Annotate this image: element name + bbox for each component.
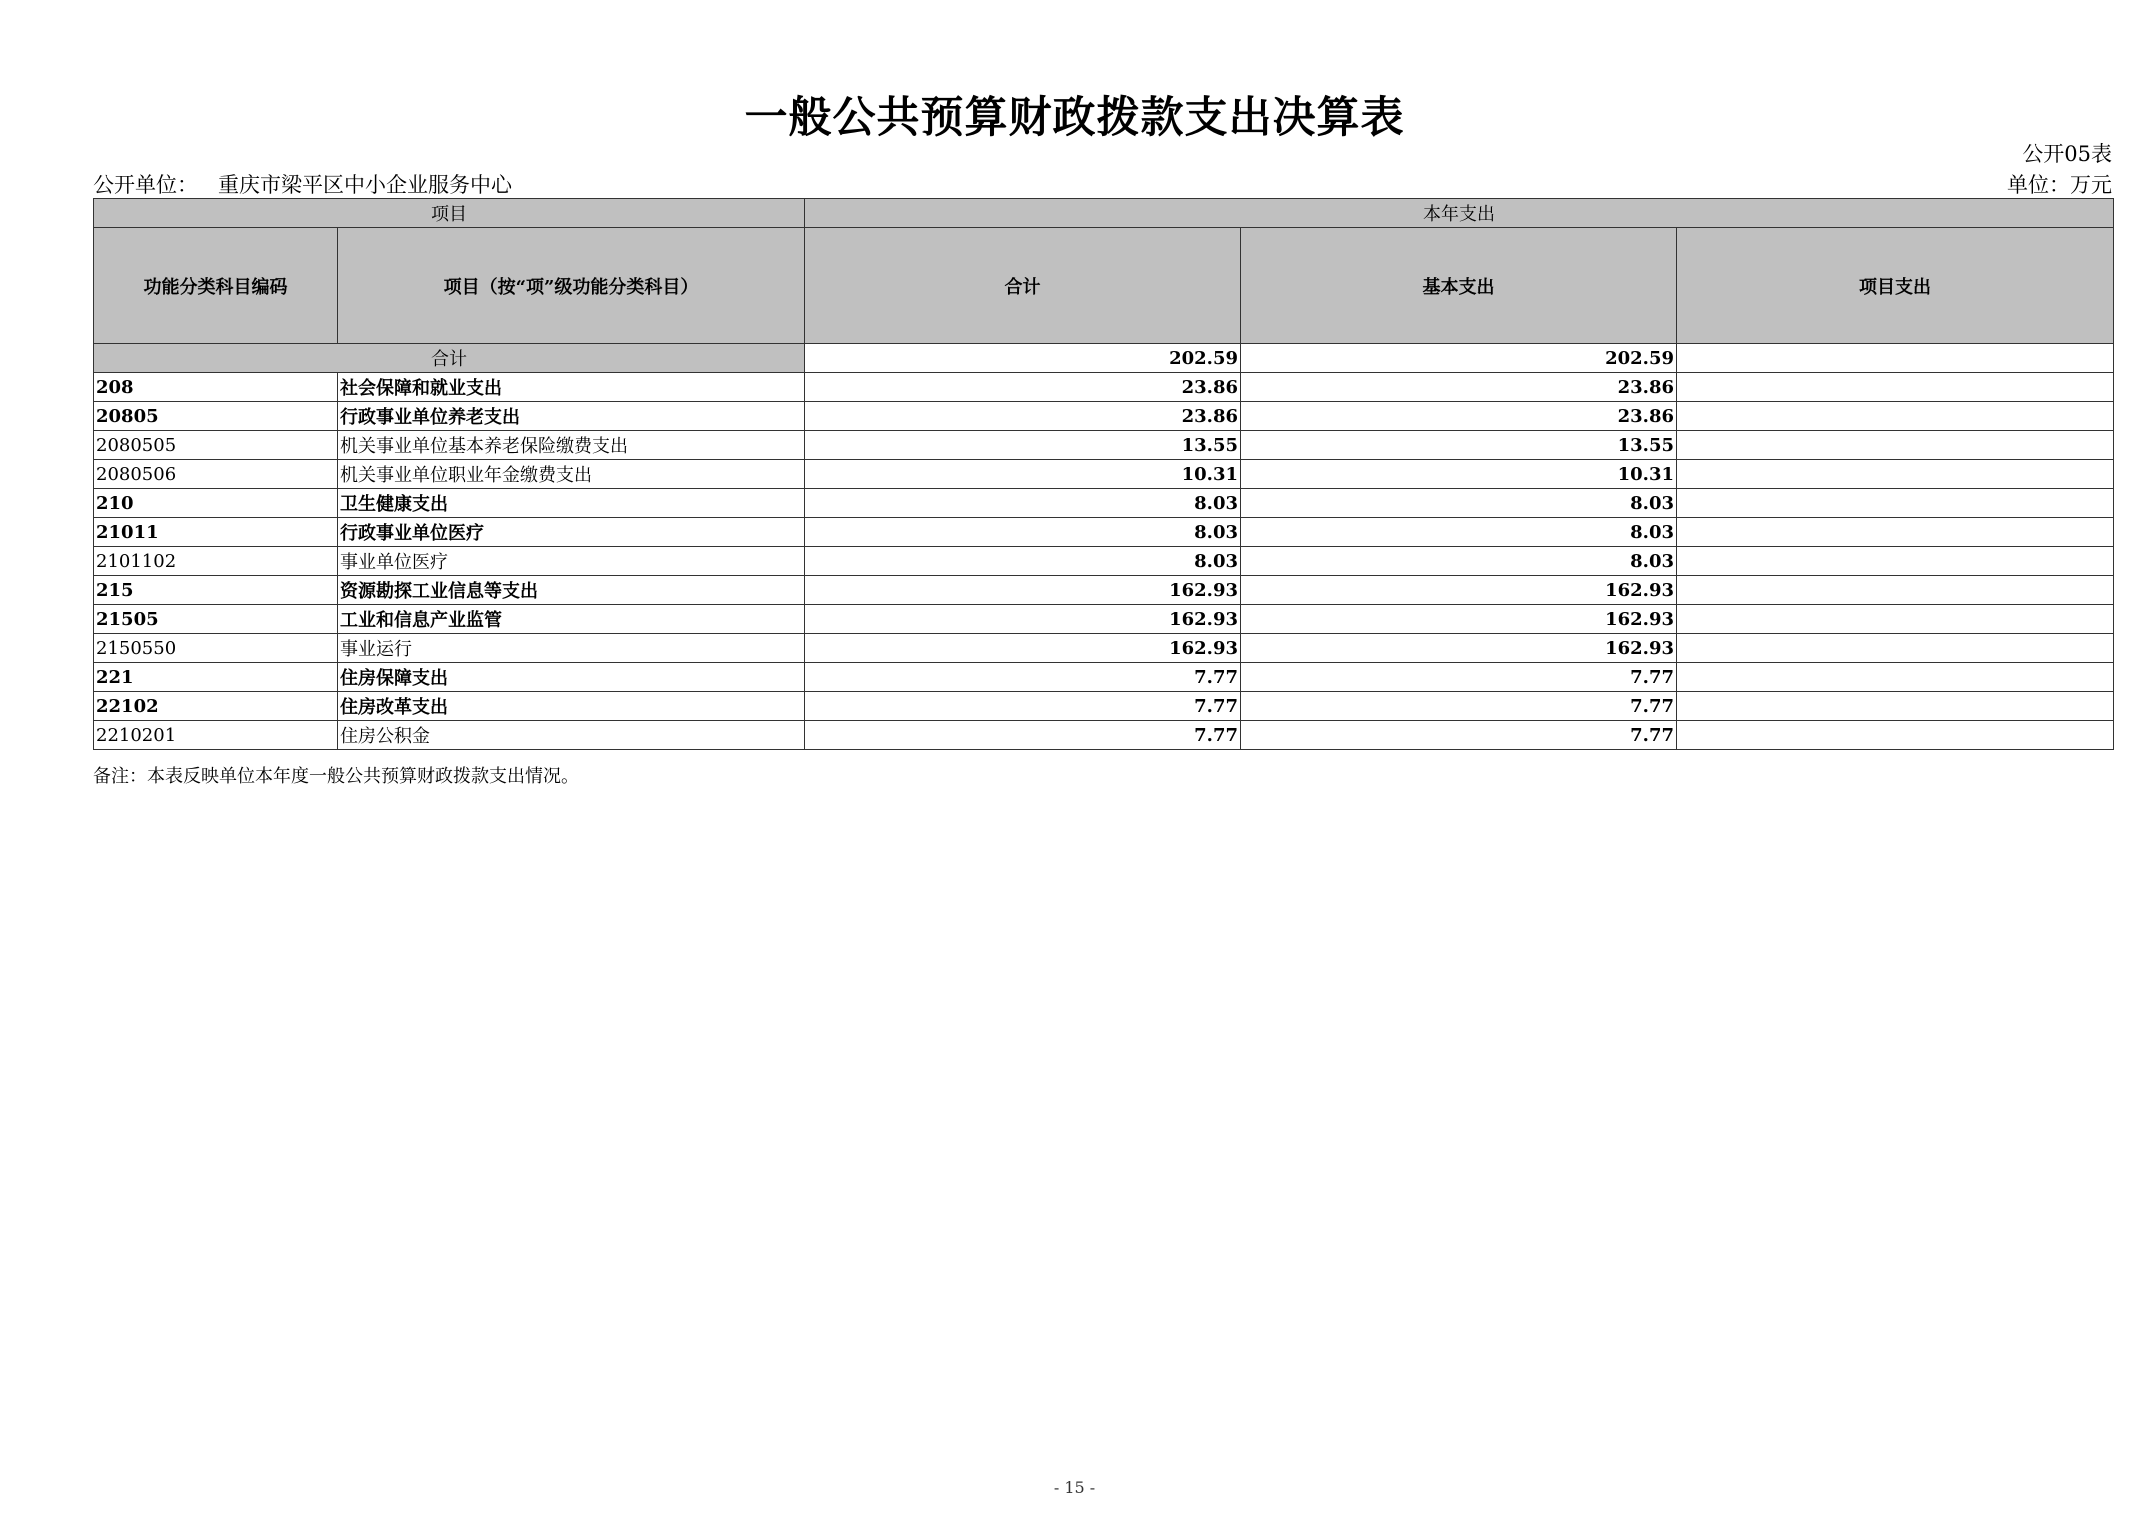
row-name: 行政事业单位养老支出: [338, 402, 805, 431]
row-code: 210: [94, 489, 338, 518]
row-project: [1677, 692, 2114, 721]
table-row: [94, 547, 2114, 576]
row-name: 行政事业单位医疗: [338, 518, 805, 547]
row-name: 事业单位医疗: [338, 547, 805, 576]
row-project: [1677, 605, 2114, 634]
row-total: 7.77: [805, 721, 1241, 750]
total-row: [94, 344, 2114, 373]
row-total: 23.86: [805, 373, 1241, 402]
row-code: 21505: [94, 605, 338, 634]
row-basic: 162.93: [1241, 634, 1677, 663]
row-name: 住房保障支出: [338, 663, 805, 692]
row-total: 8.03: [805, 518, 1241, 547]
row-basic: 10.31: [1241, 460, 1677, 489]
total-project: [1677, 344, 2114, 373]
row-basic: 8.03: [1241, 489, 1677, 518]
row-name: 工业和信息产业监管: [338, 605, 805, 634]
row-project: [1677, 547, 2114, 576]
table-row: [94, 605, 2114, 634]
row-total: 10.31: [805, 460, 1241, 489]
row-basic: 23.86: [1241, 373, 1677, 402]
row-project: [1677, 460, 2114, 489]
row-name: 事业运行: [338, 634, 805, 663]
col-header-basic: 基本支出: [1241, 228, 1677, 344]
row-basic: 13.55: [1241, 431, 1677, 460]
row-total: 7.77: [805, 663, 1241, 692]
document-title: 一般公共预算财政拨款支出决算表: [744, 93, 1405, 143]
row-code: 2101102: [94, 547, 338, 576]
row-name: 机关事业单位基本养老保险缴费支出: [338, 431, 805, 460]
row-basic: 7.77: [1241, 663, 1677, 692]
row-basic: 162.93: [1241, 605, 1677, 634]
table-row: [94, 518, 2114, 547]
reporting-unit-value: 重庆市梁平区中小企业服务中心: [218, 173, 512, 197]
row-project: [1677, 402, 2114, 431]
row-basic: 23.86: [1241, 402, 1677, 431]
page-number: - 15 -: [1053, 1478, 1096, 1497]
reporting-unit-label: 公开单位：: [93, 173, 198, 197]
row-code: 215: [94, 576, 338, 605]
row-name: 住房改革支出: [338, 692, 805, 721]
row-total: 8.03: [805, 489, 1241, 518]
row-project: [1677, 431, 2114, 460]
row-code: 221: [94, 663, 338, 692]
row-basic: 8.03: [1241, 547, 1677, 576]
total-label: 合计: [94, 344, 805, 373]
money-unit: 单位：万元: [2007, 173, 2112, 197]
col-header-code: 功能分类科目编码: [94, 228, 338, 344]
row-total: 162.93: [805, 576, 1241, 605]
row-code: 20805: [94, 402, 338, 431]
row-basic: 162.93: [1241, 576, 1677, 605]
row-project: [1677, 663, 2114, 692]
row-name: 住房公积金: [338, 721, 805, 750]
row-code: 2080505: [94, 431, 338, 460]
table-row: [94, 489, 2114, 518]
table-row: [94, 373, 2114, 402]
row-code: 2150550: [94, 634, 338, 663]
row-total: 23.86: [805, 402, 1241, 431]
row-code: 21011: [94, 518, 338, 547]
table-note: 备注：本表反映单位本年度一般公共预算财政拨款支出情况。: [93, 766, 579, 787]
row-project: [1677, 489, 2114, 518]
table-row: [94, 721, 2114, 750]
row-project: [1677, 721, 2114, 750]
header-current-year-expense: 本年支出: [805, 199, 2114, 228]
row-total: 7.77: [805, 692, 1241, 721]
row-total: 8.03: [805, 547, 1241, 576]
table-row: [94, 663, 2114, 692]
table-row: [94, 634, 2114, 663]
row-total: 13.55: [805, 431, 1241, 460]
row-total: 162.93: [805, 634, 1241, 663]
table-row: [94, 402, 2114, 431]
header-project: 项目: [94, 199, 805, 228]
col-header-total: 合计: [805, 228, 1241, 344]
col-header-project: 项目支出: [1677, 228, 2114, 344]
form-number: 公开05表: [2022, 142, 2112, 166]
table-row: [94, 692, 2114, 721]
expenditure-table: [93, 198, 2114, 750]
row-code: 2210201: [94, 721, 338, 750]
row-project: [1677, 373, 2114, 402]
row-name: 机关事业单位职业年金缴费支出: [338, 460, 805, 489]
row-code: 22102: [94, 692, 338, 721]
row-name: 资源勘探工业信息等支出: [338, 576, 805, 605]
header-row-top: [94, 199, 2114, 228]
table-row: [94, 576, 2114, 605]
total-basic: 202.59: [1241, 344, 1677, 373]
row-code: 208: [94, 373, 338, 402]
header-row-columns: [94, 228, 2114, 344]
row-project: [1677, 634, 2114, 663]
row-name: 卫生健康支出: [338, 489, 805, 518]
table-row: [94, 431, 2114, 460]
row-name: 社会保障和就业支出: [338, 373, 805, 402]
row-basic: 7.77: [1241, 692, 1677, 721]
row-project: [1677, 518, 2114, 547]
row-code: 2080506: [94, 460, 338, 489]
row-basic: 7.77: [1241, 721, 1677, 750]
reporting-unit: [93, 169, 512, 199]
row-total: 162.93: [805, 605, 1241, 634]
table-row: [94, 460, 2114, 489]
total-value: 202.59: [805, 344, 1241, 373]
row-basic: 8.03: [1241, 518, 1677, 547]
col-header-name: 项目（按“项”级功能分类科目）: [338, 228, 805, 344]
row-project: [1677, 576, 2114, 605]
